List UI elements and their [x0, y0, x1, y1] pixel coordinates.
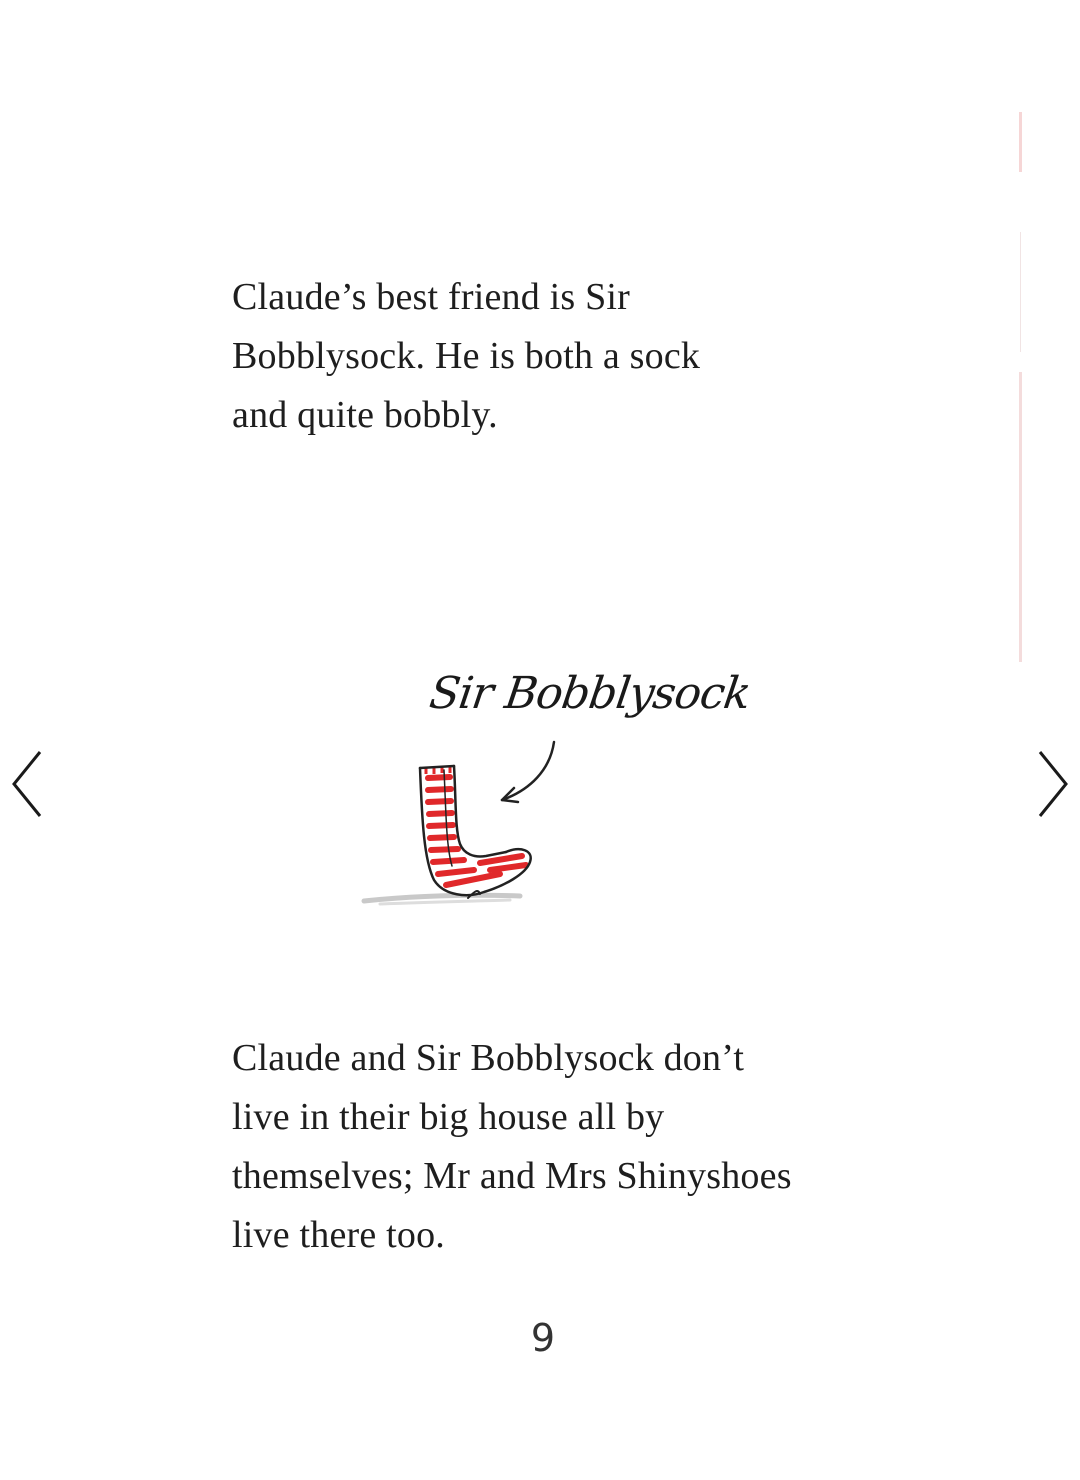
- illustration-caption: Sir Bobblysock: [426, 668, 754, 719]
- previous-page-button[interactable]: [4, 746, 48, 822]
- paragraph-2: Claude and Sir Bobblysock don’t live in their big house all by themselves; Mr and Mrs Shinyshoes live there too.: [232, 1037, 792, 1256]
- page-edge-decoration: [1018, 112, 1024, 662]
- chevron-right-icon: [1032, 746, 1076, 822]
- chevron-left-icon: [4, 746, 48, 822]
- page-number: 9: [530, 1316, 556, 1360]
- paragraph-1: Claude’s best friend is Sir Bobblysock. He is both a sock and quite bobbly.: [232, 276, 701, 436]
- next-page-button[interactable]: [1032, 746, 1076, 822]
